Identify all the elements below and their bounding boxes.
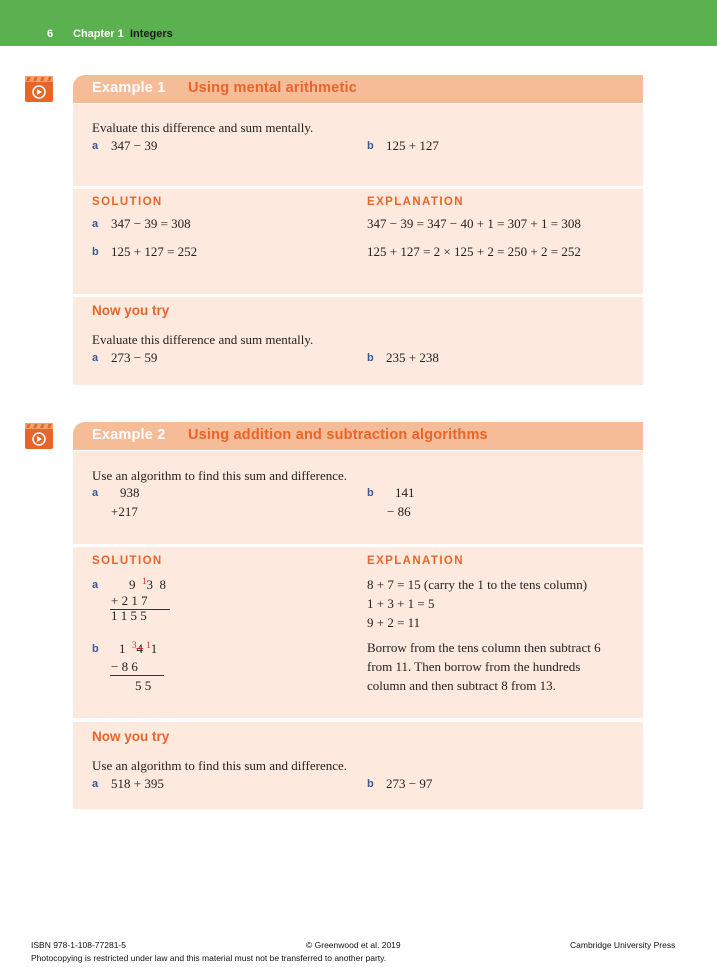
example-1-explanation-a: 347 − 39 = 347 − 40 + 1 = 307 + 1 = 308 xyxy=(367,216,581,231)
digit: 9 xyxy=(129,577,136,592)
now-you-try-part-b: 273 − 97 xyxy=(386,776,433,791)
now-you-try-heading: Now you try xyxy=(92,729,170,744)
example-2-part-a-line2: +217 xyxy=(111,504,138,519)
explanation-b-line: column and then subtract 8 from 13. xyxy=(367,678,556,693)
crossed-digit: 4 xyxy=(136,641,143,656)
example-2-prompt: Use an algorithm to find this sum and difference. xyxy=(92,468,348,483)
example-2-part-b-line1: 141 xyxy=(395,485,415,500)
explanation-a-line: 1 + 3 + 1 = 5 xyxy=(367,596,435,611)
explanation-heading: EXPLANATION xyxy=(367,555,464,567)
algorithm-b-row2: − 8 6 xyxy=(111,659,138,674)
algorithm-a-result: 1 1 5 5 xyxy=(111,608,147,623)
digit: 3 xyxy=(146,577,153,592)
copyright-notice: Photocopying is restricted under law and this material must not be transferred to another party. xyxy=(31,953,387,963)
part-b-label: b xyxy=(367,778,374,790)
digit: 1 xyxy=(150,641,158,656)
example-2-question-panel xyxy=(73,451,643,544)
example-1-number: Example 1 xyxy=(92,80,166,96)
part-b-label: b xyxy=(367,352,374,364)
digit: 8 xyxy=(159,577,166,592)
example-2-part-a-line1: 938 xyxy=(120,485,140,500)
example-2-title-bar xyxy=(73,422,643,450)
example-1-now-you-try-panel xyxy=(73,297,643,385)
example-1-solution-a: 347 − 39 = 308 xyxy=(111,216,191,231)
isbn: ISBN 978-1-108-77281-5 xyxy=(31,940,126,950)
explanation-a-line: 8 + 7 = 15 (carry the 1 to the tens column) xyxy=(367,577,588,592)
carry-digit: 1 xyxy=(142,576,147,586)
now-you-try-part-b: 235 + 238 xyxy=(386,350,439,365)
video-play-icon[interactable] xyxy=(25,76,53,102)
part-b-label: b xyxy=(367,140,374,152)
borrow-digit: 3 xyxy=(132,640,137,650)
part-a-label: a xyxy=(92,778,99,790)
example-1-solution-b: 125 + 127 = 252 xyxy=(111,244,198,259)
example-2-number: Example 2 xyxy=(92,427,166,443)
part-b-label: b xyxy=(92,643,99,655)
example-1-part-a: 347 − 39 xyxy=(111,138,158,153)
part-a-label: a xyxy=(92,140,99,152)
algorithm-b-result: 5 5 xyxy=(135,678,152,693)
example-1-part-b: 125 + 127 xyxy=(386,138,439,153)
explanation-a-line: 9 + 2 = 11 xyxy=(367,615,421,630)
example-1-question-panel xyxy=(73,104,643,186)
part-b-label: b xyxy=(92,246,99,258)
chapter-title: Integers xyxy=(130,28,173,40)
now-you-try-part-a: 518 + 395 xyxy=(111,776,164,791)
algorithm-a-row2: + 2 1 7 xyxy=(111,593,148,608)
solution-heading: SOLUTION xyxy=(92,555,163,567)
now-you-try-prompt: Use an algorithm to find this sum and difference. xyxy=(92,758,348,773)
part-a-label: a xyxy=(92,218,99,230)
example-2-solution-panel xyxy=(73,547,643,718)
example-2-part-b-line2: − 86 xyxy=(387,504,411,519)
algorithm-b-row1 xyxy=(119,641,157,658)
example-2-title: Using addition and subtraction algorithms xyxy=(188,427,488,443)
algorithm-a-row1 xyxy=(129,577,166,594)
example-2-now-you-try-panel xyxy=(73,722,643,809)
example-1-title-bar xyxy=(73,75,643,103)
example-1-title: Using mental arithmetic xyxy=(188,80,357,96)
copyright: © Greenwood et al. 2019 xyxy=(306,940,401,950)
example-1-solution-panel xyxy=(73,189,643,294)
chapter-header-bar xyxy=(0,0,717,46)
publisher: Cambridge University Press xyxy=(570,940,676,950)
part-b-label: b xyxy=(367,487,374,499)
chapter-label: Chapter 1 xyxy=(73,28,124,40)
explanation-b-line: Borrow from the tens column then subtract 6 xyxy=(367,640,601,655)
example-1-prompt: Evaluate this difference and sum mentally. xyxy=(92,120,314,135)
explanation-b-line: from 11. Then borrow from the hundreds xyxy=(367,659,581,674)
now-you-try-part-a: 273 − 59 xyxy=(111,350,158,365)
example-1-explanation-b: 125 + 127 = 2 × 125 + 2 = 250 + 2 = 252 xyxy=(367,244,581,259)
borrow-digit: 1 xyxy=(146,640,151,650)
part-a-label: a xyxy=(92,487,99,499)
solution-heading: SOLUTION xyxy=(92,196,163,208)
digit: 1 xyxy=(119,641,126,656)
part-a-label: a xyxy=(92,352,99,364)
now-you-try-prompt: Evaluate this difference and sum mentally. xyxy=(92,332,314,347)
video-play-icon[interactable] xyxy=(25,423,53,449)
page-number: 6 xyxy=(47,28,54,40)
part-a-label: a xyxy=(92,579,99,591)
difference-line xyxy=(110,675,164,676)
now-you-try-heading: Now you try xyxy=(92,303,170,318)
explanation-heading: EXPLANATION xyxy=(367,196,464,208)
